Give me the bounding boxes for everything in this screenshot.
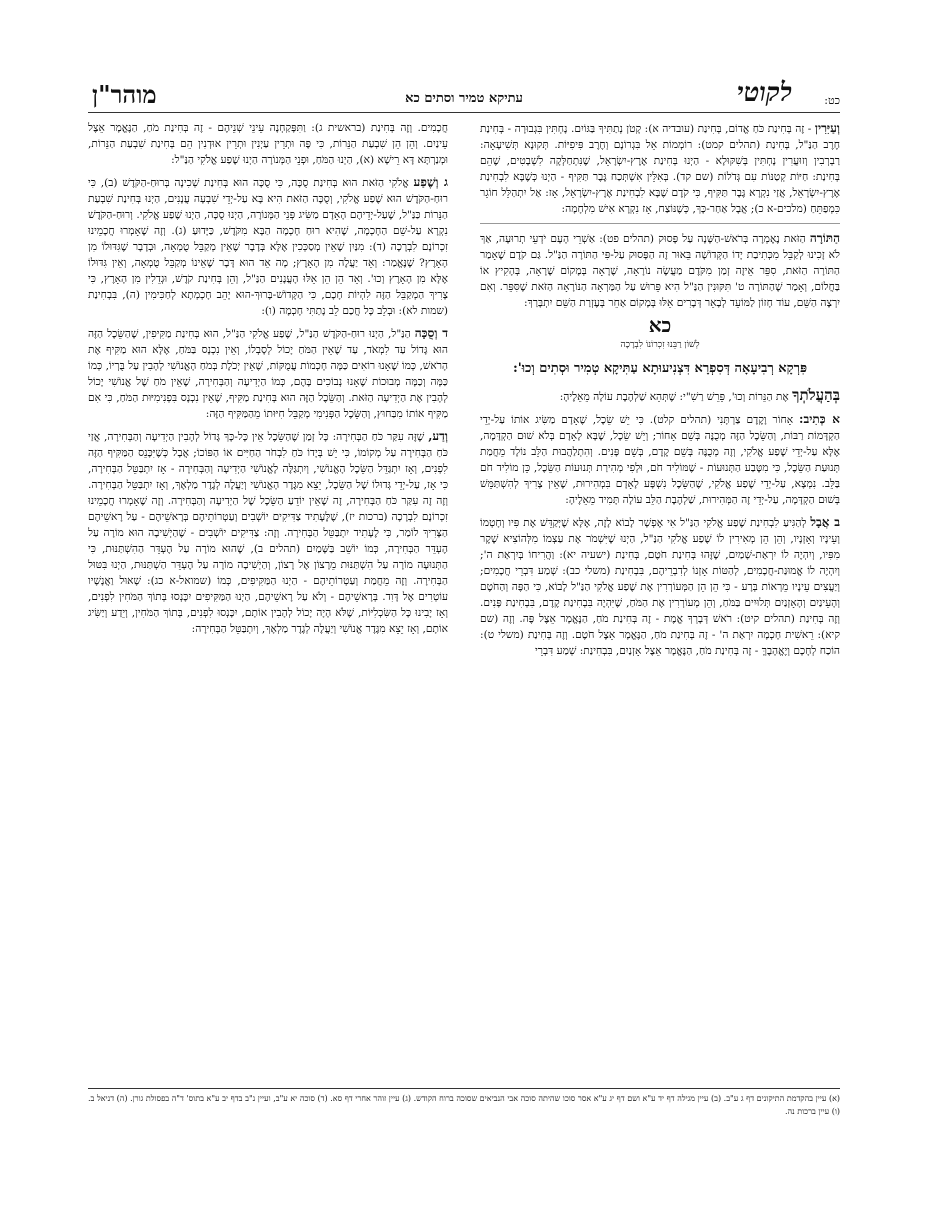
paragraph [88, 120, 448, 168]
paragraph [480, 223, 840, 311]
section-number: כא [648, 313, 672, 337]
page-number: כט: [824, 94, 840, 107]
paragraph-text: הַנַּ"ל, הַיְנוּ רוּחַ-הַקֹּדֶשׁ הַנַּ"ל, שֶׁפַע אֱלֹקִי הַנַּ"ל, הוּא בְּחִינַת מַקִּיפִין, שֶׁהַשֵּׂכֶל הַזֶּה הוּא גָּדוֹל עַד לִמְאֹד, עַד שֶׁאֵין הַמֹּחַ יָכוֹל לְסָבְלוֹ, וְאֵין נִכְנָס בַּמֹּחַ, אֶלָּא הוּא מַקִּיף אֶת הָרֹאשׁ, כְּמוֹ שֶׁאָנוּ רוֹאִים כַּמָּה חָכְמוֹת עֲמֻקּוֹת, שֶׁאֵין יְכֹלֶת בְּמֹחַ הָאֱנוֹשִׁי לְהָבִין עַל בֻּרְיוֹ, כְּמוֹ כַּמָּה וְכַמָּה מְבוּכוֹת שֶׁאָנוּ נְבוֹכִים בָּהֶם, כְּמוֹ הַיְדִיעָה וְהַבְּחִירָה, שֶׁאֵין מֹחַ שֶׁל אֱנוֹשִׁי יָכוֹל לְהָבִין אֶת הַיְדִיעָה הַזֹּאת. וְהַשֵּׂכֶל הַזֶּה הוּא בְּחִינַת מַקִּיף, שֶׁאֵין נִכְנָס בִּפְנִימִיּוּת הַמֹּחַ, כִּי אִם מַקִּיף אוֹתוֹ מִבַּחוּץ, וְהַשֵּׂכֶל הַפְּנִימִי מְקַבֵּל חִיּוּתוֹ מֵהַמַּקִּיף הַזֶּה: [88, 328, 448, 420]
footnotes: (א) עיין בהקדמת התיקונים דף ג ע"ב. (ב) עיין מגילה דף יד ע"א ושם דף יג ע"א אסר סוכו שהיתה סוכה אבי הנביאים שסוכה ברוח הקודש. (ג) עיין זוהר אחרי דף סא. (ד) סוכה יא ע"ב, ועיין נ"ב בדף יב ע"א בתוס' ד"ה בפסולת גורן. (ה) דניאל ב. (ו) עיין ברכות נה. [88, 1088, 840, 1136]
lead-word: ד וְסֻכָּה [414, 326, 448, 340]
header-title-left: מוהר"ן [92, 80, 157, 109]
paragraph-text: אֱלֹקִי הַזֹּאת הוּא בְּחִינַת סֻכָּה, כִּי סֻכָּה הוּא בְּחִינַת שְׁכִינָה בְּרוּחַ-הַקֹּדֶשׁ (ב), כִּי רוּחַ-הַקֹּדֶשׁ הוּא שֶׁפַע אֱלֹקִי, וְסֻכָּה הַזֹּאת הִיא בָּא עַל-יְדֵי שִׁבְעָה עֲנָנִים, הַיְנוּ בְּחִינַת שִׁבְעַת הַנֵּרוֹת כַּנַּ"ל, שֶׁעַל-יְדֵיהֶם הָאָדָם מַשִּׂיג פְּנֵי הַמְּנוֹרָה, הַיְנוּ סֻכָּה, הַיְנוּ שֶׁפַע אֱלֹקִי. וְרוּחַ-הַקֹּדֶשׁ נִקְרָא עַל-שֵׁם הַחָכְמָה, שֶׁהִיא רוּחַ חָכְמָה הַבָּא מִקֹּדֶשׁ, כַּיָּדוּעַ (ג). וְזֶה שֶׁאָמְרוּ חֲכָמֵינוּ זִכְרוֹנָם לִבְרָכָה (ד): מִנַּיִן שֶׁאֵין מְסַכְּכִין אֶלָּא בְּדָבָר שֶׁאֵין מְקַבֵּל טֻמְאָה, וּבְדָבָר שֶׁגִּדּוּלוֹ מִן הָאָרֶץ? שֶׁנֶּאֱמַר: וְאֵד יַעֲלֶה מִן הָאָרֶץ; מָה אֵד הוּא דָּבָר שֶׁאֵינוֹ מְקַבֵּל טֻמְאָה, וְאֵין גִּדּוּלוֹ אֶלָּא מִן הָאָרֶץ וְכוּ'. וְאֵד הֵן הֵן אֵלּוּ הָעֲנָנִים הַנַּ"ל, וְהֵן בְּחִינַת קֹדֶשׁ, וּגְדֵלִין מִן הָאָרֶץ, כִּי צָרִיךְ הַמְקַבֵּל הַזֶּה לִהְיוֹת חָכָם, כִּי הַקָּדוֹשׁ-בָּרוּךְ-הוּא יָהֵב חָכְמְתָא לְחַכִּימִין (ה), בִּבְחִינַת (שמות לא): וּבְלֵב כָּל חֲכַם לֵב נָתַתִּי חָכְמָה (ו): [88, 177, 448, 317]
paragraph-text: אָחוֹר וָקֶדֶם צַרְתָּנִי (תהלים קלט). כִּי יֵשׁ שֵׂכֶל, שֶׁאָדָם מַשִּׂיג אוֹתוֹ עַל-יְדֵי הַקְדָּמוֹת רַבּוֹת, וְהַשֵּׂכֶל הַזֶּה מְכֻנֶּה בְּשֵׁם אָחוֹר; וְיֵשׁ שֵׂכֶל, שֶׁבָּא לָאָדָם בְּלֹא שׁוּם הַקְדָּמָה, אֶלָּא עַל-יְדֵי שֶׁפַע אֱלֹקִי, וְזֶה מְכֻנֶּה בְּשֵׁם קֶדֶם, בְּשֵׁם פָּנִים. וְהִתְלַהֲבוּת הַלֵּב נוֹלָד מֵחֲמַת תְּנוּעַת הַשֵּׂכֶל, כִּי מִטֶּבַע הַתְּנוּעוֹת - שֶׁמּוֹלִיד חֹם, וּלְפִי מְהִירַת תְּנוּעוֹת הַשֵּׂכֶל, כֵּן מוֹלִיד חֹם בַּלֵּב. נִמְצָא, עַל-יְדֵי שֶׁפַע אֱלֹקִי, שֶׁהַשֵּׂכֶל נִשְׁפָּע לָאָדָם בִּמְהִירוּת, שֶׁאֵין צָרִיךְ לְהִשְׁתַּמֵּשׁ בְּשׁוּם הַקְדָּמָה, עַל-יְדֵי זֶה הַמְּהִירוּת, שַׁלְהֶבֶת הַלֵּב עוֹלָה תָּמִיד מֵאֵלֶיהָ: [480, 414, 840, 506]
paragraph [480, 387, 840, 405]
paragraph [88, 428, 448, 637]
paragraph [88, 174, 448, 319]
page-header [88, 78, 840, 113]
paragraph-text: הַזֹּאת נֶאֶמְרָה בְּרֹאשׁ-הַשָּׁנָה עַל פָּסוּק (תהלים פט): אַשְׁרֵי הָעָם יֹדְעֵי תְרוּעָה, אַךְ לֹא זָכִינוּ לְקַבֵּל מִכְּתִיבַת יָדוֹ הַקְּדוֹשָׁה בֵּאוּר זֶה הַפָּסוּק עַל-פִּי הַתּוֹרָה הַנַּ"ל. גַּם קֹדֶם שֶׁאָמַר הַתּוֹרָה הַזֹּאת, סִפֵּר אֵיזֶה זְמַן מִקֹּדֶם מַעֲשֶׂה נוֹרָאָה, שֶׁרָאָה בְּמָקוֹם שֶׁרָאָה, בְּהָקִיץ אוֹ בַּחֲלוֹם, וְאָמַר שֶׁהַתּוֹרָה ט' תִּקּוּנִין הַנַּ"ל הִיא פֵּרוּשׁ עַל הַמַּרְאָה הַנּוֹרָאָה הַזֹּאת שֶׁסִּפֵּר. וְאִם יִרְצֶה הַשֵּׁם, עוֹד חָזוֹן לַמּוֹעֵד לְבָאֵר דְּבָרִים אֵלּוּ בְּמָקוֹם אַחֵר בְּעֶזְרַת הַשֵּׁם יִתְבָּרַךְ: [480, 233, 840, 309]
section-subtitle: לְשׁוֹן רַבֵּנוּ זִכְרוֹנוֹ לִבְרָכָה [620, 340, 700, 350]
paragraph [480, 514, 840, 659]
left-column [88, 120, 448, 1080]
paragraph-text: לְהַגִּיעַ לִבְחִינַת שֶׁפַע אֱלֹקִי הַנַּ"ל אִי אֶפְשָׁר לָבוֹא לָזֶה, אֶלָּא שֶׁיְּקַדֵּשׁ אֶת פִּיו וְחָטְמוֹ וְעֵינָיו וְאָזְנָיו, וְהֵן הֵן מְאִירִין לוֹ שֶׁפַע אֱלֹקִי הַנַּ"ל, הַיְנוּ שֶׁיִּשְׁמֹר אֶת עַצְמוֹ מִלְּהוֹצִיא שֶׁקֶר מִפִּיו, וְיִהְיֶה לוֹ יִרְאַת-שָׁמַיִם, שֶׁזֶּהוּ בְּחִינַת חֹטֶם, בְּחִינַת (ישעיה יא): וַהֲרִיחוֹ בְּיִרְאַת ה'; וְיִהְיֶה לוֹ אֱמוּנַת-חֲכָמִים, לְהַטּוֹת אָזְנוֹ לְדִבְרֵיהֶם, בִּבְחִינַת (משלי כב): שְׁמַע דִּבְרֵי חֲכָמִים; וְיַעֲצִים עֵינָיו מֵרְאוֹת בְּרָע - כִּי הֵן הֵן הַמְּעוֹרְרִין אֶת שֶׁפַע אֱלֹקִי הַנַּ"ל לָבוֹא, כִּי הַפֶּה וְהַחֹטֶם וְהָעֵינַיִם וְהָאָזְנַיִם תְּלוּיִים בַּמֹּחַ, וְהֵן מְעוֹרְרִין אֶת הַמֹּחַ, שֶׁיִּהְיֶה בִּבְחִינַת קֶדֶם, בִּבְחִינַת פָּנִים. וְזֶה בְּחִינַת (תהלים קיט): רֹאשׁ דְּבָרְךָ אֱמֶת - זֶה בְּחִינַת מֹחַ, הַנֶּאֱמָר אֵצֶל פֶּה. וְזֶה (שם קיא): רֵאשִׁית חָכְמָה יִרְאַת ה' - זֶה בְּחִינַת מֹחַ, הַנֶּאֱמָר אֵצֶל חֹטֶם. וְזֶה בְּחִינַת (משלי ט): הוֹכַח לְחָכָם וְיֶאֱהָבֶךָּ - זֶה בְּחִינַת מֹחַ, הַנֶּאֱמָר אֵצֶל אָזְנַיִם, בִּבְחִינַת: שְׁמַע דִּבְרֵי [480, 517, 840, 657]
header-title-right: לקוטי [736, 78, 792, 108]
lead-word: בְּהַעֲלֹתְךָ [792, 386, 840, 404]
paragraph [480, 120, 840, 217]
lead-word: וְעַיִּרִין [814, 121, 840, 135]
paragraph-text: שֶׁזֶּה עִקַּר כֹּחַ הַבְּחִירָה: כָּל זְמַן שֶׁהַשֵּׂכֶל אֵין כָּל-כָּךְ גָּדוֹל לְהָבִין הַיְדִיעָה וְהַבְּחִירָה, אֲזַי כֹּחַ הַבְּחִירָה עַל מְקוֹמוֹ, כִּי יֵשׁ בְּיָדוֹ כֹּחַ לִבְחֹר הַחַיִּים אוֹ הַפּוֹכוֹ; אֲבָל כְּשֶׁיִּכָּנֵס הַמַּקִּיף הַזֶּה לִפְנִים, וְאָז יִתְגַּדֵּל הַשֵּׂכֶל הָאֱנוֹשִׁי, וְיִתְגַּלֶּה לָאֱנוֹשִׁי הַיְדִיעָה וְהַבְּחִירָה - אָז יִתְבַּטֵּל הַבְּחִירָה, כִּי אָז, עַל-יְדֵי גְּדוּלוֹ שֶׁל הַשֵּׂכֶל, יֵצֵא מִגֶּדֶר הָאֱנוֹשִׁי וְיַעֲלֶה לְגֶדֶר מַלְאָךְ, וְאָז יִתְבַּטֵּל הַבְּחִירָה. וְזֶה זֶה עִקַּר כֹּחַ הַבְּחִירָה, זֶה שֶׁאֵין יוֹדֵעַ הַשֵּׂכֶל שֶׁל הַיְדִיעָה וְהַבְּחִירָה. וְזֶה שֶׁאָמְרוּ חֲכָמֵינוּ זִכְרוֹנָם לִבְרָכָה (ברכות יז), שֶׁלֶּעָתִיד צַדִּיקִים יוֹשְׁבִים וְעַטְרוֹתֵיהֶם בְּרָאשֵׁיהֶם - עַל רָאשֵׁיהֶם הַצָּרִיךְ לוֹמַר, כִּי לֶעָתִיד יִתְבַּטֵּל הַבְּחִירָה. וְזֶה: צַדִּיקִים יוֹשְׁבִים - שֶׁהַיְשִׁיבָה הוּא מוֹרָה עַל הֶעְדֵּר הַבְּחִירָה, כְּמוֹ יוֹשֵׁב בַּשָּׁמַיִם (תהלים ב), שֶׁהוּא מוֹרָה עַל הֶעְדֵּר הַהִשְׁתַּנּוּת, כִּי הַתְּנוּעָה מוֹרָה עַל הִשְׁתַּנּוּת מֵרָצוֹן אֶל רָצוֹן, וְהַיְשִׁיבָה מוֹרָה עַל הֶעְדֵּר הַשְׁתַּנּוּת, הַיְנוּ בִּטּוּל הַבְּחִירָה. וְזֶה מֵחֲמַת וְעַטְרוֹתֵיהֶם - הַיְנוּ הַמַּקִּיפִים, כְּמוֹ (שמואל-א כג): שָׁאוּל וַאֲנָשָׁיו עוֹטְרִים אֶל דָּוִד. בְּרָאשֵׁיהֶם - וְלֹא עַל רָאשֵׁיהֶם, הַיְנוּ הַמַּקִּיפִים יִכָּנְסוּ בְּתוֹךְ הַמֹּחִין לִפְנִים, וְאָז יָבִינוּ כָּל הַשִּׂכְלִיּוֹת, שֶׁלֹּא הָיָה יָכוֹל לְהָבִין אוֹתָם, יִכָּנְסוּ לִפְנִים, בְּתוֹךְ הַמֹּחִין, וְיֵדַע וְיַשִּׂיג אוֹתָם, וְאָז יֵצֵא מִגֶּדֶר אֱנוֹשִׁי וְיַעֲלֶה לְגֶדֶר מַלְאָךְ, וְיִתְבַּטֵּל הַבְּחִירָה: [88, 431, 448, 635]
lead-word: ב אֲבָל [810, 515, 840, 529]
paragraph-text: אֶת הַנֵּרוֹת וְכוּ', פֵּרֵשׁ רַשִׁ"י: שֶׁתְּהֵא שַׁלְהֶבֶת עוֹלָה מֵאֵלֶיהָ: [559, 391, 789, 403]
text-columns [88, 120, 840, 1080]
lead-word: הַתּוֹרָה [809, 231, 840, 245]
paragraph [480, 411, 840, 508]
right-column [480, 120, 840, 1080]
lead-word: וְדַע, [428, 429, 448, 443]
section-title: פִּרְקָא רְבִיעָאָה דְּסִפְרָא דִּצְנִיעוּתָא עַתִּיקָא טְמִיר וּסְתִים וְכוּ': [512, 361, 808, 376]
header-title-middle: עתיקא טמיר וסתים כא [405, 91, 523, 106]
paragraph [88, 325, 448, 422]
lead-word: א כְּתִיב: [799, 412, 840, 426]
page [88, 78, 840, 1142]
lead-word: ג וְשֶׁפַע [413, 175, 448, 189]
paragraph-text: חֲכָמִים. וְזֶה בְּחִינַת (בראשית ג): וַתִּפָּקַחְנָה עֵינֵי שְׁנֵיהֶם - זֶה בְּחִינַת מֹחַ, הַנֶּאֱמָר אֵצֶל עֵינַיִם. וְהֵן הֵן שִׁבְעַת הַנֵּרוֹת, כִּי פֶּה וּתְרֵין עַיְנִין וּתְרֵין אוּדְנִין הֵם בְּחִינַת שִׁבְעַת הַנֵּרוֹת, וּמְנַרְתָּא דָּא רֵישָׁא (א), הַיְנוּ הַמֹּחַ, וּפְנֵי הַמְּנוֹרָה הַיְנוּ שֶׁפַע אֱלֹקִי הַנַּ"ל: [88, 122, 448, 166]
paragraph-text: - זֶה בְּחִינַת כֹּחַ אֱדוֹם, בְּחִינַת (עובדיה א): קָטֹן נְתַתִּיךָ בַּגּוֹיִם. נָחְתִּין בִּגְבוּרָה - בְּחִינַת חֶרֶב הַנַּ"ל, בְּחִינַת (תהלים קמט): רוֹמְמוֹת אֵל בִּגְרוֹנָם וְחֶרֶב פִּיפִיּוֹת. תְּקוּנָא תְּשִׁיעָאָה: רַבְרְבִין וְזוּעֲרִין נָחְתִּין בְּשִׁקּוּלָא - הַיְנוּ בְּחִינַת אֶרֶץ-יִשְׂרָאֵל, שֶׁנִּתְחַלְּקָה לִשְׁבָטִים, שֶׁהֵם בְּחִינַת: חַיּוֹת קְטַנּוֹת עִם גְּדֹלוֹת (שם קד). בְּאִלֵּין אִשְׁתְּכַח גֶּבֶר תַּקִּיף - הַיְנוּ כְּשֶׁבָּא לִבְחִינַת אֶרֶץ-יִשְׂרָאֵל, אֲזַי נִקְרָא גֶּבֶר תַּקִּיף, כִּי קֹדֶם שֶׁבָּא לִבְחִינַת אֶרֶץ-יִשְׂרָאֵל, אָז: אַל יִתְהַלֵּל חוֹגֵר כִּמְפַתֵּחַ (מלכים-א כ); אֲבָל אַחַר-כָּךְ, כְּשֶׁנּוֹצַח, אָז נִקְרָא אִישׁ מִלְחָמָה: [480, 123, 840, 215]
